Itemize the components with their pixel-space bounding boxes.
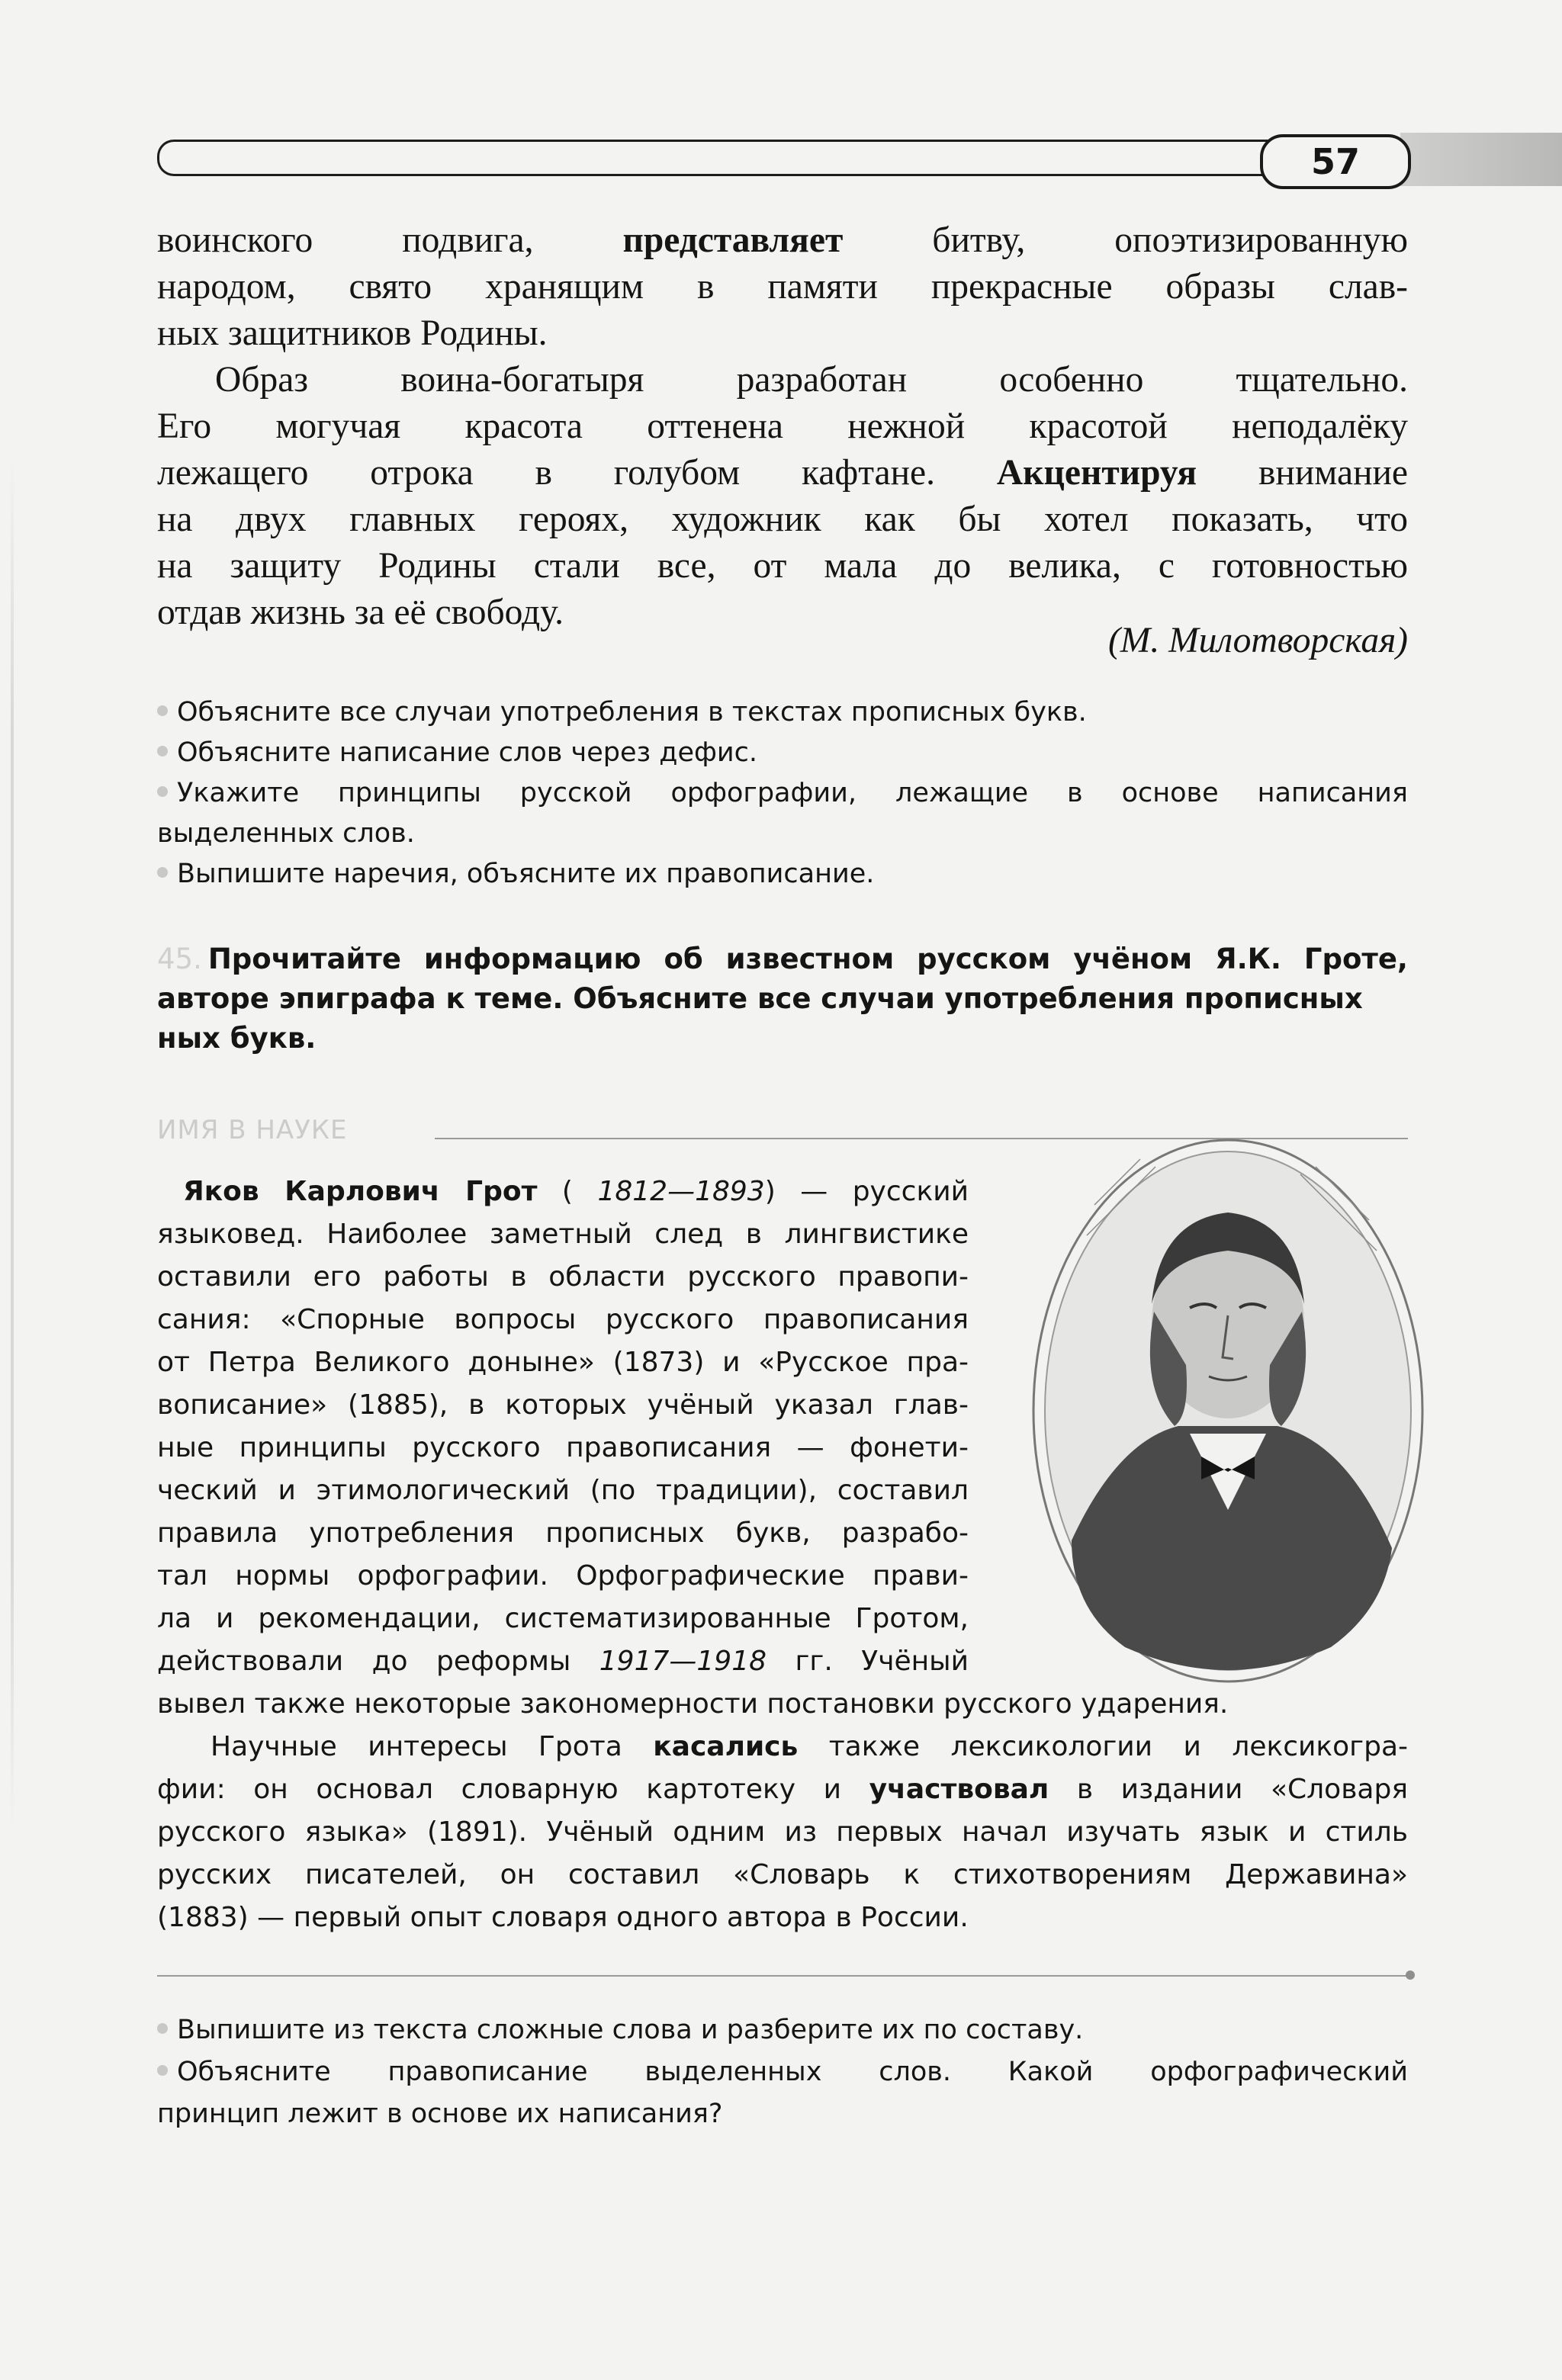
author-signature: (М. Милотворская) — [1107, 621, 1408, 660]
bold-word: участвовал — [869, 1774, 1049, 1805]
rule-end-dot — [1406, 1970, 1415, 1980]
text-line: ных защитников Родины. — [157, 313, 548, 353]
person-years: 1812—1893 — [597, 1176, 765, 1207]
header-shade — [1400, 133, 1562, 186]
bio-line: русских писателей, он составил «Словарь к стихотворениям Державина» — [157, 1859, 1408, 1890]
bullet-icon — [157, 2065, 168, 2076]
portrait-illustration — [1026, 1113, 1430, 1693]
bio-continuation — [157, 1683, 1408, 1939]
question-item: Выпишите наречия, объясните их правописание. — [157, 854, 1408, 895]
bio-line: Яков Карлович Грот ( 1812—1893) — русский — [183, 1176, 969, 1207]
question-item-continuation: принцип лежит в основе их написания? — [157, 2099, 723, 2129]
bio-line: языковед. Наиболее заметный след в лингвистике — [157, 1219, 969, 1250]
reform-years: 1917—1918 — [599, 1646, 767, 1677]
bio-column — [157, 1171, 969, 1683]
bio-line: от Петра Великого доныне» (1873) и «Русское пра- — [157, 1347, 969, 1378]
bio-line: фии: он основал словарную картотеку и участвовал в издании «Словаря — [157, 1774, 1408, 1805]
bold-word: Акцентируя — [996, 453, 1197, 493]
question-item: Выпишите из текста сложные слова и разберите их по составу. — [157, 2010, 1408, 2051]
bio-line: правила употребления прописных букв, разрабо- — [157, 1518, 969, 1549]
bold-word: представляет — [622, 220, 844, 260]
task-number: 45. — [157, 943, 202, 975]
task-45 — [157, 939, 1408, 1058]
bullet-icon — [157, 746, 168, 756]
question-item-continuation: выделенных слов. — [157, 818, 415, 849]
question-item: Объясните правописание выделенных слов. Какой орфографический — [157, 2052, 1408, 2093]
task-line: 45. Прочитайте информацию об известном русском учёном Я.К. Гроте, — [157, 943, 1408, 975]
bold-word: касались — [653, 1731, 799, 1762]
bio-line: ные принципы русского правописания — фонети- — [157, 1432, 969, 1463]
bio-line: оставили его работы в области русского правопи- — [157, 1261, 969, 1293]
text-line: Его могучая красота оттенена нежной красотой неподалёку — [157, 406, 1408, 446]
person-name: Яков Карлович Грот — [183, 1176, 538, 1207]
bullet-icon — [157, 786, 168, 797]
question-item: Объясните все случаи употребления в текстах прописных букв. — [157, 692, 1408, 733]
bio-line: (1883) — первый опыт словаря одного автора в России. — [157, 1902, 969, 1933]
bio-line: ла и рекомендации, систематизированные Гротом, — [157, 1603, 969, 1634]
text-line: лежащего отрока в голубом кафтане. Акцентируя внимание — [157, 453, 1408, 493]
text-line: народом, свято хранящим в памяти прекрасные образы слав- — [157, 267, 1408, 307]
section-end-rule — [157, 1975, 1408, 1977]
question-item: Укажите принципы русской орфографии, лежащие в основе написания — [157, 773, 1408, 814]
text-line: на двух главных героях, художник как бы хотел показать, что — [157, 499, 1408, 539]
section-title: ИМЯ В НАУКЕ — [157, 1115, 348, 1145]
bio-line: ческий и этимологический (по традиции), составил — [157, 1475, 969, 1506]
paragraph-2 — [157, 357, 1408, 636]
page-number: 57 — [1260, 134, 1411, 189]
bio-line: вописание» (1885), в которых учёный указал глав- — [157, 1389, 969, 1421]
text-line: отдав жизнь за её свободу. — [157, 593, 564, 632]
header-rule — [157, 140, 1273, 176]
bio-line: Научные интересы Грота касались также лексикологии и лексикогра- — [211, 1731, 1408, 1762]
text-line: воинского подвига, представляет битву, опоэтизированную — [157, 220, 1409, 260]
bullet-icon — [157, 2023, 168, 2034]
bio-line: вывел также некоторые закономерности постановки русского ударения. — [157, 1688, 1229, 1720]
task-line: авторе эпиграфа к теме. Объясните все случаи употребления прописных — [157, 982, 1363, 1015]
bullet-icon — [157, 867, 168, 878]
text-line: Образ воина-богатыря разработан особенно тщательно. — [215, 360, 1408, 400]
paragraph-1 — [157, 217, 1408, 357]
bullet-icon — [157, 705, 168, 716]
bio-line: тал нормы орфографии. Орфографические прави- — [157, 1560, 969, 1591]
bio-line: сания: «Спорные вопросы русского правописания — [157, 1304, 969, 1335]
bio-line: русского языка» (1891). Учёный одним из первых начал изучать язык и стиль — [157, 1816, 1408, 1848]
text-line: на защиту Родины стали все, от мала до велика, с готовностью — [157, 546, 1408, 586]
bio-line: действовали до реформы 1917—1918 гг. Учёный — [157, 1646, 969, 1677]
task-line: ных букв. — [157, 1022, 317, 1055]
page-fold-shadow — [11, 458, 14, 1830]
question-item: Объясните написание слов через дефис. — [157, 733, 1408, 773]
